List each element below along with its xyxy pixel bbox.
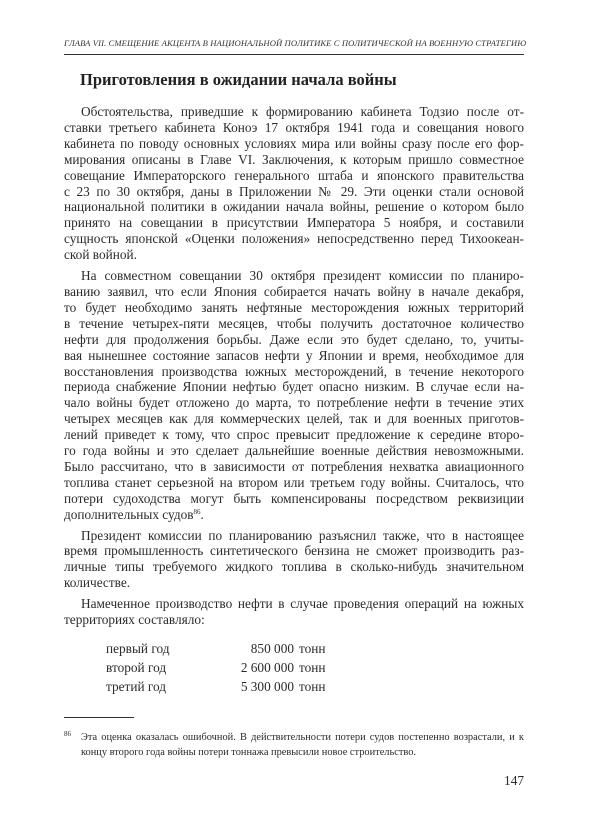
amount: 850 000 (250, 641, 294, 656)
table-row (106, 677, 326, 696)
text-line: На совместном совещании 30 октября президент комиссии по планиро- (81, 268, 524, 284)
header-rule (64, 54, 524, 55)
amount: 5 300 000 (240, 679, 294, 694)
footnote (64, 730, 524, 760)
text-line: лений приведет к тому, что спрос превысит предложение к середине второ- (64, 427, 524, 443)
text-line: дополнительных судов$^{86}$. (64, 506, 204, 522)
footnote-number: 86 (64, 730, 71, 738)
text-line: сущность японской «Оценки положения» непосредственно перед Тихоокеан- (64, 231, 524, 247)
text-line: вая нынешнее состояние запасов нефти у Японии и время, необходимое для (64, 347, 524, 363)
table-row (106, 658, 326, 677)
page-number: 147 (504, 773, 524, 788)
paragraph (64, 596, 524, 628)
unit: тонн (299, 660, 326, 675)
paragraph (64, 268, 524, 523)
text-line: количестве. (64, 575, 131, 591)
paragraph (64, 528, 524, 592)
year-label: первый год (106, 641, 170, 656)
unit: тонн (299, 641, 326, 656)
text-line: ской войной. (64, 247, 137, 263)
amount: 2 600 000 (240, 660, 294, 675)
text-line: потери судоходства могут быть компенсированы посредством реквизиции (64, 490, 524, 506)
section-title: Приготовления в ожидании начала войны (80, 70, 397, 89)
text-line: то будет необходимо занять нефтяные месторождения южных территорий (64, 299, 524, 315)
text-line: мирования описаны в Главе VI. Заключения, к которым пришло совместное (64, 151, 524, 167)
text-line: в течение четырех-пяти месяцев, чтобы получить достаточное количество (64, 315, 524, 331)
text-line: периода снабжение Японии нефтью будет опасно низким. В случае если на- (64, 379, 524, 395)
text-line: го года войны и это сделает дальнейшие военные действия невозможными. (64, 443, 524, 459)
footnote-text: Эта оценка оказалась ошибочной. В действительности потери судов постепенно возрастали, и к концу второго года войны потери тоннажа превысили новое строительство. (81, 732, 524, 758)
text-line: Президент комиссии по планированию разъяснил также, что в настоящее (81, 527, 524, 543)
footnote-ref[interactable]: 86 (193, 507, 201, 516)
text-line: нефти для продолжения борьбы. Даже если это будет сделано, то, учиты- (64, 331, 524, 347)
unit: тонн (299, 679, 326, 694)
text-line: чало войны будет отложено до марта, то потребление нефти в течение этих (64, 395, 524, 411)
text-line: кабинета по поводу основных условиях мира или войны сразу после его фор- (64, 135, 524, 151)
text-line: Намеченное производство нефти в случае проведения операций на южных (81, 596, 524, 612)
text-line: национальной политики в ожидании начала войны, решение о котором было (64, 199, 524, 215)
text-line: Было рассчитано, что в зависимости от потребления нехватка авиационного (64, 458, 524, 474)
year-label: третий год (106, 679, 167, 694)
text-line: личные типы требуемого жидкого топлива в сколько-нибудь значительном (64, 559, 524, 575)
text-line: восстановления производства южных месторождений, в течение некоторого (64, 363, 524, 379)
text-line: территориях составляло: (64, 612, 205, 628)
text-line: с 23 по 30 октября, даны в Приложении № 29. Эти оценки стали основой (64, 183, 524, 199)
text-line: ванию заявил, что если Япония собирается начать войну в начале декабря, (64, 283, 524, 299)
text-line: четырех месяцев как для коммерческих целей, так и для военных приготов- (64, 411, 524, 427)
year-label: второй год (106, 660, 167, 675)
body-text (64, 104, 524, 633)
paragraph (64, 104, 524, 263)
punctuation: . (200, 506, 204, 522)
text-line: ставки третьего кабинета Коноэ 17 октября 1941 года и совещания нового (64, 119, 524, 135)
text-line: время промышленность синтетического бензина не сможет производить раз- (64, 543, 524, 559)
text-line: совещание Императорского генерального штаба и японского правительства (64, 167, 524, 183)
production-table (106, 639, 326, 696)
text-line: принято на совещании в присутствии Императора 5 ноября, и составили (64, 215, 524, 231)
footnote-rule (64, 717, 134, 718)
table-row (106, 639, 326, 658)
text-line: топлива станет серьезной на втором или третьем году войны. Считалось, что (64, 474, 524, 490)
text-line: Обстоятельства, приведшие к формированию кабинета Тодзио после от- (81, 104, 524, 119)
running-head: ГЛАВА VII. СМЕЩЕНИЕ АКЦЕНТА В НАЦИОНАЛЬНОЙ ПОЛИТИКЕ С ПОЛИТИЧЕСКОЙ НА ВОЕННУЮ СТРАТЕГИЮ (64, 38, 527, 48)
